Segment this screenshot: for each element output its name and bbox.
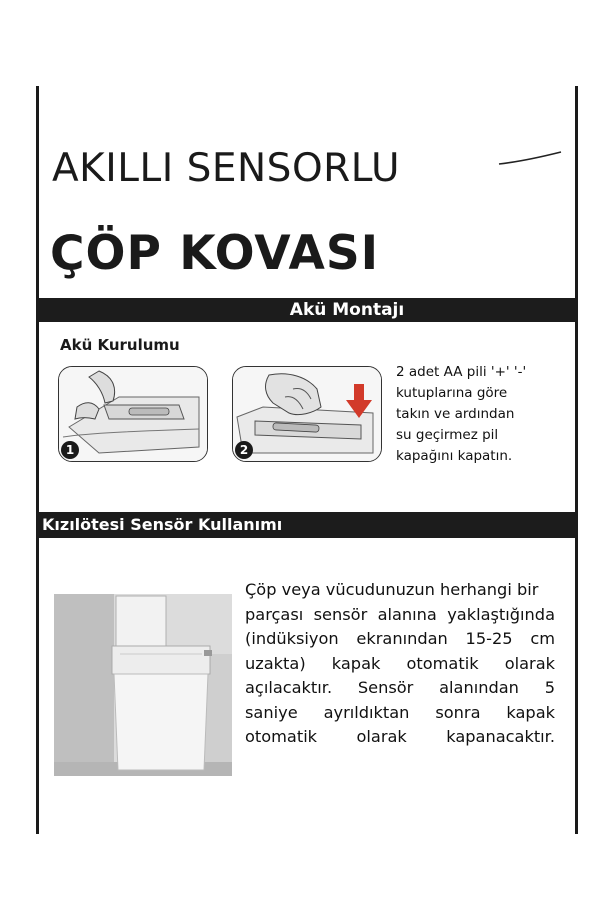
sensor-section-band [36, 512, 578, 538]
instruction-line: takın ve ardından [396, 406, 515, 422]
description-line: (indüksiyon ekranından 15-25 cm [245, 629, 555, 648]
title-line-2: ÇÖP KOVASI [50, 226, 380, 281]
sensor-section-title: Kızılötesi Sensör Kullanımı [42, 515, 283, 534]
title-line-1: AKILLI SENSORLU [52, 146, 401, 191]
description-line: uzakta) kapak otomatik olarak [245, 653, 555, 673]
battery-section-band [36, 298, 578, 322]
instruction-line: kutuplarına göre [396, 385, 508, 401]
battery-instructions [396, 362, 566, 467]
trash-can-photo [54, 594, 232, 776]
step-1-number: 1 [61, 441, 79, 459]
description-line: parçası sensör alanına yaklaştığında [245, 604, 555, 624]
description-line: otomatik olarak kapanacaktır. [245, 727, 555, 746]
instruction-line: kapağını kapatın. [396, 448, 513, 464]
description-line: açılacaktır. Sensör alanından 5 [245, 678, 555, 697]
instruction-line: 2 adet AA pili '+' '-' [396, 364, 527, 380]
description-line: saniye ayrıldıktan sonra kapak [245, 702, 555, 722]
instruction-line: su geçirmez pil [396, 427, 499, 443]
pen-stroke-mark [497, 148, 563, 168]
battery-section-title: Akü Montajı [289, 300, 405, 320]
down-arrow-icon [346, 384, 372, 418]
description-line: Çöp veya vücudunuzun herhangi bir [245, 580, 539, 599]
battery-subheading: Akü Kurulumu [60, 336, 180, 354]
step-2-number: 2 [235, 441, 253, 459]
sensor-description [245, 578, 555, 750]
open-smart-trash-can-icon [54, 594, 232, 776]
step-1-illustration [58, 366, 208, 462]
hand-opening-battery-lid-icon [59, 367, 207, 461]
